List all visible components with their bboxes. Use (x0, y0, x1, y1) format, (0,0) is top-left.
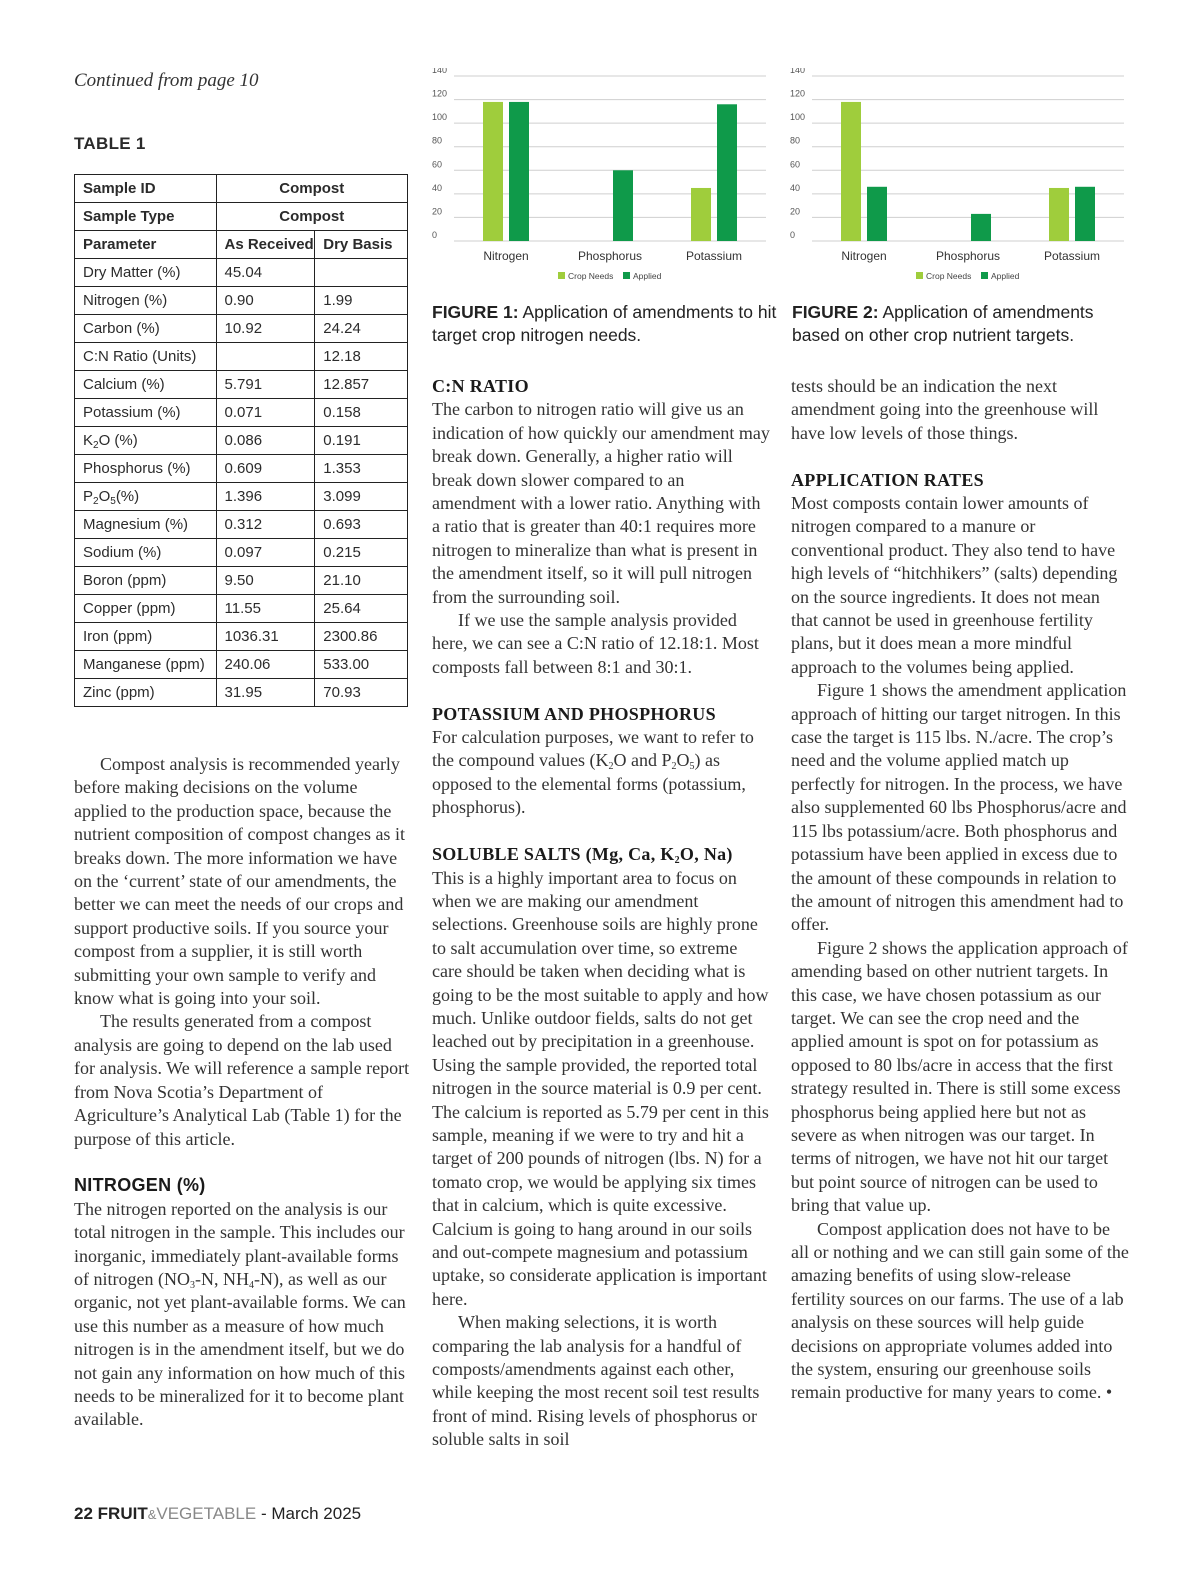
parameter-cell: Copper (ppm) (75, 595, 217, 623)
section-heading-soluble-salts: SOLUBLE SALTS (Mg, Ca, $K_2O$, Na) (432, 844, 733, 867)
as-received-cell (216, 343, 315, 371)
legend-label: Applied (991, 271, 1020, 281)
table-row (75, 371, 408, 399)
as-received-cell: 10.92 (216, 315, 315, 343)
dry-basis-cell: 25.64 (315, 595, 408, 623)
table-row (75, 287, 408, 315)
legend-swatch (981, 272, 988, 279)
as-received-cell: 31.95 (216, 679, 315, 707)
bar-crop-needs (691, 188, 711, 241)
as-received-cell: 0.609 (216, 455, 315, 483)
section-heading-potassium-phosphorus: POTASSIUM AND PHOSPHORUS (432, 703, 716, 724)
figure-2-caption: FIGURE 2: Application of amendments based on other crop nutrient targets. (792, 302, 1094, 345)
as-received-cell: 0.097 (216, 539, 315, 567)
y-tick-label: 60 (432, 159, 443, 170)
table-row (75, 315, 408, 343)
table-header-row (75, 231, 408, 259)
dry-basis-cell: 2300.86 (315, 623, 408, 651)
dry-basis-cell: 24.24 (315, 315, 408, 343)
y-tick-label: 60 (790, 159, 801, 170)
bar-crop-needs (483, 102, 503, 241)
x-tick-label: Phosphorus (935, 249, 1001, 263)
table-row (75, 539, 408, 567)
table-row (75, 259, 408, 287)
table-row (75, 511, 408, 539)
header-cell: Sample ID (75, 175, 217, 203)
parameter-cell: Carbon (%) (75, 315, 217, 343)
dry-basis-cell: 533.00 (315, 651, 408, 679)
parameter-cell: Calcium (%) (75, 371, 217, 399)
dry-basis-cell: 3.099 (315, 483, 408, 511)
column-1 (74, 753, 410, 1432)
paragraph: Compost application does not have to be all or nothing and we can still gain some of the amazing benefits of using slow-release fertility sources on our farms. The use of a lab analysis on these sources will help guide decisions on appropriate volumes added into the system, ensuring our greenhouse soils remain productive for many years to come. • (791, 1218, 1129, 1403)
legend-label: Crop Needs (926, 271, 972, 281)
x-tick-label: Potassium (685, 249, 743, 263)
x-tick-label: Nitrogen (841, 249, 887, 263)
paragraph: Figure 1 shows the amendment application approach of hitting our target nitrogen. In this case the target is 115 lbs. N./acre. The crop’s need and the volume applied match up perfectly for nitrogen. In the process, we have also supplemented 60 lbs Phosphorus/acre and 115 lbs potassium/acre. Both phosphorus and potassium have been applied in excess due to the amount of these compounds in relation to the amount of nitrogen this amendment had to offer. (791, 680, 1127, 935)
parameter-cell: C:N Ratio (Units) (75, 343, 217, 371)
table-row (75, 595, 408, 623)
page-footer (74, 1504, 361, 1524)
table-row (75, 679, 408, 707)
legend-swatch (558, 272, 565, 279)
magazine-brand-vegetable: VEGETABLE (156, 1504, 257, 1523)
as-received-cell: 0.086 (216, 427, 315, 455)
paragraph: The carbon to nitrogen ratio will give us an indication of how quickly our amendment may break down. Generally, a higher ratio will break down slower compared to an amendment with a lower ratio. Anything with a ratio that is greater than 40:1 requires more nitrogen to mineralize than what is present in the amendment itself, so it will pull nitrogen from the surrounding soil. (432, 399, 770, 607)
as-received-cell: 11.55 (216, 595, 315, 623)
parameter-cell: $K_2O$ (%) (75, 427, 217, 455)
dry-basis-cell: 1.353 (315, 455, 408, 483)
paragraph: Compost analysis is recommended yearly before making decisions on the volume applied to the production space, because the nutrient composition of compost changes as it breaks down. The more information we have on the ‘current’ state of our amendments, the better we can meet the needs of our crops and support productive soils. If you source your compost from a supplier, it is still worth submitting your own sample to verify and know what is going into your soil. (74, 754, 405, 1009)
y-tick-label: 100 (432, 112, 448, 123)
dry-basis-cell: 70.93 (315, 679, 408, 707)
header-cell: As Received (216, 231, 315, 259)
bar-applied (1075, 187, 1095, 241)
dry-basis-cell: 1.99 (315, 287, 408, 315)
y-tick-label: 40 (432, 182, 443, 193)
x-tick-label: Nitrogen (483, 249, 529, 263)
table-row (75, 483, 408, 511)
bar-chart (426, 68, 776, 290)
dry-basis-cell: 12.857 (315, 371, 408, 399)
bar-applied (613, 170, 633, 241)
paragraph: tests should be an indication the next amendment going into the greenhouse will have low levels of those things. (791, 376, 1099, 443)
parameter-cell: Iron (ppm) (75, 623, 217, 651)
table-row (75, 427, 408, 455)
table-title: TABLE 1 (74, 134, 146, 153)
legend-label: Applied (633, 271, 662, 281)
legend-label: Crop Needs (568, 271, 614, 281)
y-tick-label: 0 (790, 230, 796, 240)
dry-basis-cell (315, 259, 408, 287)
bar-applied (971, 214, 991, 241)
header-cell: Dry Basis (315, 231, 408, 259)
y-tick-label: 80 (432, 135, 443, 146)
parameter-cell: $P_2O_5(\%)$ (75, 483, 217, 511)
as-received-cell: 0.071 (216, 399, 315, 427)
parameter-cell: Potassium (%) (75, 399, 217, 427)
bar-chart (784, 68, 1134, 290)
as-received-cell: 9.50 (216, 567, 315, 595)
y-tick-label: 20 (790, 206, 801, 217)
section-heading-application-rates: APPLICATION RATES (791, 469, 984, 490)
as-received-cell: 0.90 (216, 287, 315, 315)
paragraph: For calculation purposes, we want to refer to the compound values ($K_2O$ and $P_2O_5$) as opposed to the elemental forms (potassium, phosphorus). (432, 727, 754, 818)
column-3 (791, 375, 1129, 1405)
table-row (75, 651, 408, 679)
magazine-brand: FRUIT (97, 1504, 148, 1523)
y-tick-label: 120 (432, 88, 448, 99)
paragraph: Most composts contain lower amounts of nitrogen compared to a manure or conventional product. They also tend to have high levels of “hitchhikers” (salts) depending on the source ingredients. It does not mean that cannot be used in greenhouse fertility plans, but it does mean a more mindful approach to the volumes being applied. (791, 493, 1118, 677)
y-tick-label: 40 (790, 182, 801, 193)
x-tick-label: Potassium (1043, 249, 1101, 263)
header-cell: Compost (216, 203, 408, 231)
table-row (75, 623, 408, 651)
parameter-cell: Phosphorus (%) (75, 455, 217, 483)
dry-basis-cell: 12.18 (315, 343, 408, 371)
parameter-cell: Nitrogen (%) (75, 287, 217, 315)
compost-analysis-table (74, 174, 408, 707)
paragraph: This is a highly important area to focus on when we are making our amendment selections. Greenhouse soils are highly prone to salt accumulation over time, so extreme care should be taken when deciding what is going to be the most suitable to apply and how much. Unlike outdoor fields, salts do not get leached out by precipitation in a greenhouse. Using the sample provided, the reported total nitrogen in the source material is 0.9 per cent. The calcium is reported as 5.79 per cent in this sample, meaning if we were to try and hit a target of 200 pounds of nitrogen (lbs. N) for a tomato crop, we would be applying six times that in calcium, which is quite excessive. Calcium is going to hang around in our soils and out-compete magnesium and potassium uptake, so considerate application is important here. (432, 867, 769, 1309)
paragraph: Figure 2 shows the application approach of amending based on other nutrient targets. In this case, we have chosen potassium as our target. We can see the crop need and the applied amount is spot on for potassium as opposed to 80 lbs/acre in access that the first strategy resulted in. There is still some excess phosphorus being applied here but not as severe as when nitrogen was our target. In terms of nitrogen, we have not hit our target but point source of nitrogen can be used to bring that value up. (791, 937, 1128, 1216)
parameter-cell: Magnesium (%) (75, 511, 217, 539)
bar-applied (717, 104, 737, 241)
page-number: 22 (74, 1504, 93, 1523)
as-received-cell: 45.04 (216, 259, 315, 287)
as-received-cell: 1.396 (216, 483, 315, 511)
section-heading-nitrogen: NITROGEN (%) (74, 1175, 206, 1196)
parameter-cell: Sodium (%) (75, 539, 217, 567)
table-header-row (75, 175, 408, 203)
paragraph: The results generated from a compost analysis are going to depend on the lab used for analysis. We will reference a sample report from Nova Scotia’s Department of Agriculture’s Analytical Lab (Table 1) for the purpose of this article. (74, 1011, 410, 1149)
bar-applied (509, 102, 529, 241)
dry-basis-cell: 0.191 (315, 427, 408, 455)
dry-basis-cell: 0.158 (315, 399, 408, 427)
as-received-cell: 0.312 (216, 511, 315, 539)
header-cell: Parameter (75, 231, 217, 259)
parameter-cell: Boron (ppm) (75, 567, 217, 595)
table-header-row (75, 203, 408, 231)
figure-2-chart (784, 68, 1134, 290)
bar-crop-needs (841, 102, 861, 241)
dry-basis-cell: 0.215 (315, 539, 408, 567)
table-row (75, 455, 408, 483)
figure-1-chart (426, 68, 776, 290)
dry-basis-cell: 21.10 (315, 567, 408, 595)
as-received-cell: 5.791 (216, 371, 315, 399)
y-tick-label: 140 (790, 68, 806, 75)
magazine-ampersand: & (147, 1507, 157, 1522)
x-tick-label: Phosphorus (577, 249, 643, 263)
table-row (75, 567, 408, 595)
y-tick-label: 20 (432, 206, 443, 217)
legend-swatch (623, 272, 630, 279)
table-row (75, 399, 408, 427)
table-row (75, 343, 408, 371)
bar-crop-needs (1049, 188, 1069, 241)
section-heading-cn-ratio: C:N RATIO (432, 376, 529, 396)
issue-date: - March 2025 (260, 1504, 362, 1523)
paragraph: When making selections, it is worth comparing the lab analysis for a handful of composts/amendments against each other, while keeping the most recent soil test results front of mind. Rising levels of phosphorus or soluble salts in soil (432, 1312, 760, 1450)
header-cell: Compost (216, 175, 408, 203)
y-tick-label: 0 (432, 230, 438, 240)
header-cell: Sample Type (75, 203, 217, 231)
as-received-cell: 1036.31 (216, 623, 315, 651)
column-2 (432, 375, 770, 1452)
parameter-cell: Manganese (ppm) (75, 651, 217, 679)
bar-applied (867, 187, 887, 241)
continued-from-note: Continued from page 10 (74, 70, 259, 91)
figure-1-caption: FIGURE 1: Application of amendments to hit target crop nitrogen needs. (432, 302, 777, 345)
parameter-cell: Zinc (ppm) (75, 679, 217, 707)
dry-basis-cell: 0.693 (315, 511, 408, 539)
legend-swatch (916, 272, 923, 279)
y-tick-label: 140 (432, 68, 448, 75)
parameter-cell: Dry Matter (%) (75, 259, 217, 287)
paragraph: If we use the sample analysis provided here, we can see a C:N ratio of 12.18:1. Most composts fall between 8:1 and 30:1. (432, 610, 759, 677)
as-received-cell: 240.06 (216, 651, 315, 679)
y-tick-label: 100 (790, 112, 806, 123)
paragraph: The nitrogen reported on the analysis is our total nitrogen in the sample. This includes our inorganic, immediately plant-available forms of nitrogen ($NO_3-N$, $NH_4-N$), as well as our organic, not yet plant-available forms. We can use this number as a measure of how much nitrogen is in the amendment itself, but we do not gain any information on how much of this needs to be mineralized for it to become plant available. (74, 1198, 406, 1430)
y-tick-label: 80 (790, 135, 801, 146)
y-tick-label: 120 (790, 88, 806, 99)
